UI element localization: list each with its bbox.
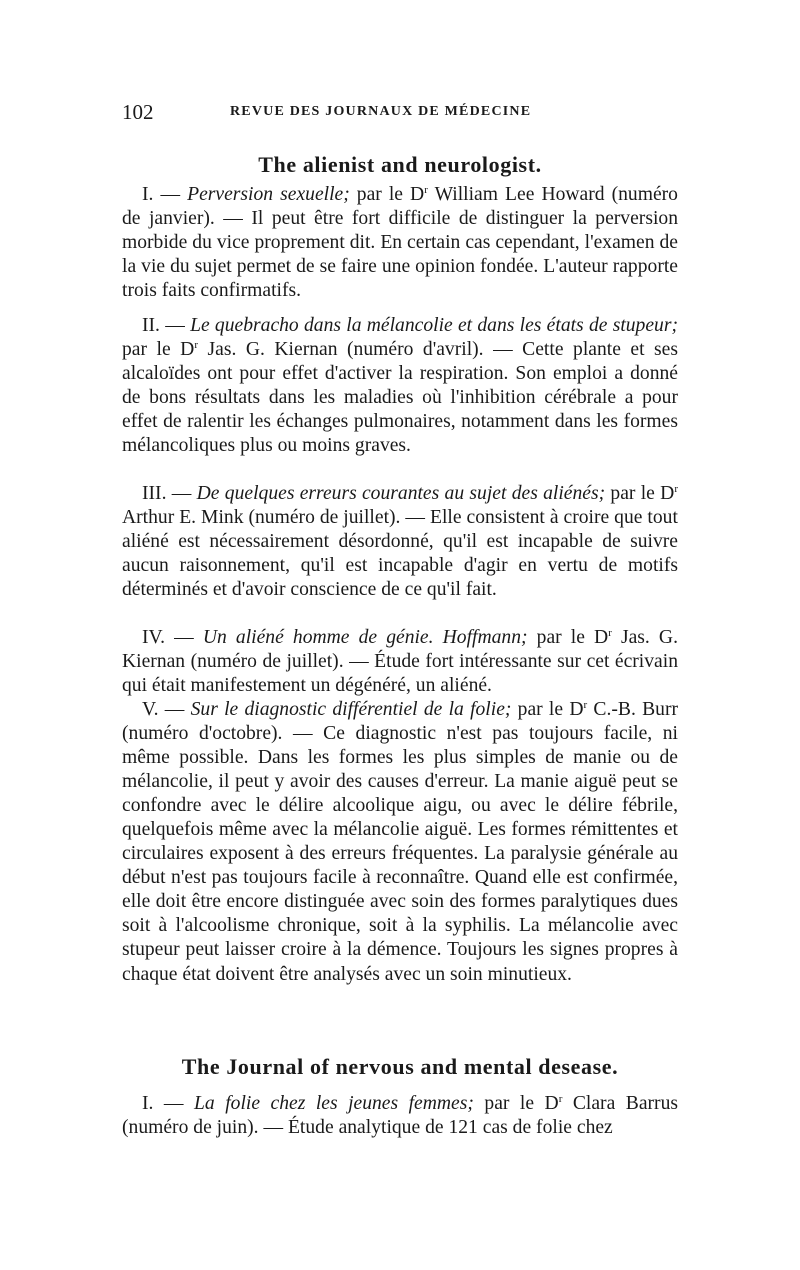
entry-sup: r (558, 1093, 563, 1105)
entry-byline: par le D (605, 483, 675, 504)
entry-title: De quelques erreurs courantes au sujet des aliénés; (196, 483, 606, 504)
article-entry (122, 1092, 678, 1140)
article-entry (122, 626, 678, 698)
section-heading-nervous-mental: The Journal of nervous and mental desease. (181, 1054, 619, 1079)
entry-title: La folie chez les jeunes femmes; (194, 1093, 474, 1114)
entry-text: C.-B. Burr (numéro d'octobre). — Ce diagnostic n'est pas toujours facile, ni même possible. Dans les formes les plus simples de manie ou de mélancolie, il peut y avoir des causes d'erreur. La manie aiguë peut se confondre avec le délire alcoolique aigu, ou avec le délire fébrile, quelquefois même avec la mélancolie aiguë. Les formes rémittentes et circulaires exposent à des erreurs fréquentes. La paralysie générale au début n'est pas toujours facile à reconnaître. Quand elle est confirmée, elle doit être encore distinguée avec soin des formes paralytiques dues soit à l'alcoolisme chronique, soit à la syphilis. La mélancolie avec stupeur peut laisser croire à la démence. Toujours les signes propres à chaque état doivent être analysés avec un soin minutieux. (122, 699, 679, 985)
entry-byline: par le D (473, 1093, 559, 1114)
entry-text: Arthur E. Mink (numéro de juillet). — Elle consistent à croire que tout aliéné est nécessairement désordonné, qu'il est incapable de suivre aucun raisonnement, qu'il est incapable d'agir en vertu de motifs déterminés et d'avoir conscience de ce qu'il fait. (122, 507, 678, 601)
entry-number: II. — (142, 315, 185, 336)
entry-number: IV. — (142, 627, 194, 648)
entry-number: I. — (142, 184, 181, 205)
entry-sup: r (194, 339, 198, 352)
entry-sup: r (583, 699, 588, 711)
article-entry (122, 698, 678, 987)
entry-title: Un aliéné homme de génie. Hoffmann; (202, 627, 528, 648)
entry-text: Jas. G. Kiernan (numéro d'avril). — Cette plante et ses alcaloïdes ont pour effet d'activer la respiration. Son emploi a donné de bons résultats dans les maladies où l'inhibition cérébrale a pour effet de ralentir les échanges pulmonaires, notamment dans les formes mélancoliques plus ou moins graves. (122, 339, 678, 457)
entry-byline: par le D (527, 627, 609, 648)
article-entry (122, 314, 678, 458)
page-number: 102 (122, 100, 154, 124)
entry-number: III. — (142, 483, 192, 504)
entry-byline: par le D (511, 699, 584, 720)
entry-number: V. — (142, 699, 185, 720)
article-entry (122, 183, 678, 303)
running-head (122, 100, 678, 126)
entry-byline: par le D (349, 184, 425, 205)
entry-byline: par le D (122, 339, 195, 361)
entry-sup: r (608, 627, 612, 639)
entry-sup: r (674, 483, 678, 495)
entry-title: Le quebracho dans la mélancolie et dans les états de stupeur; (190, 315, 678, 336)
entry-text: Jas. G. Kiernan (numéro de juillet). — Étude fort intéressante sur cet écrivain qui était manifestement un dégénéré, un aliéné. (122, 627, 678, 697)
entry-sup: r (424, 184, 428, 196)
entry-number: I. — (142, 1093, 184, 1114)
entry-title: Sur le diagnostic différentiel de la folie; (190, 699, 512, 720)
article-entry (122, 482, 678, 602)
entry-text: William Lee Howard (numéro de janvier). — Il peut être fort difficile de distinguer la perversion morbide du vice proprement dit. En certain cas cependant, l'examen de la vie du sujet permet de se faire une opinion fondée. L'auteur rapporte trois faits confirmatifs. (122, 184, 678, 302)
entry-text: Clara Barrus (numéro de juin). — Étude analytique de 121 cas de folie chez (122, 1093, 679, 1139)
section-heading-alienist: The alienist and neurologist. (258, 152, 542, 177)
entry-title: Perversion sexuelle; (187, 184, 350, 205)
journal-title: REVUE DES JOURNAUX DE MÉDECINE (230, 104, 532, 119)
